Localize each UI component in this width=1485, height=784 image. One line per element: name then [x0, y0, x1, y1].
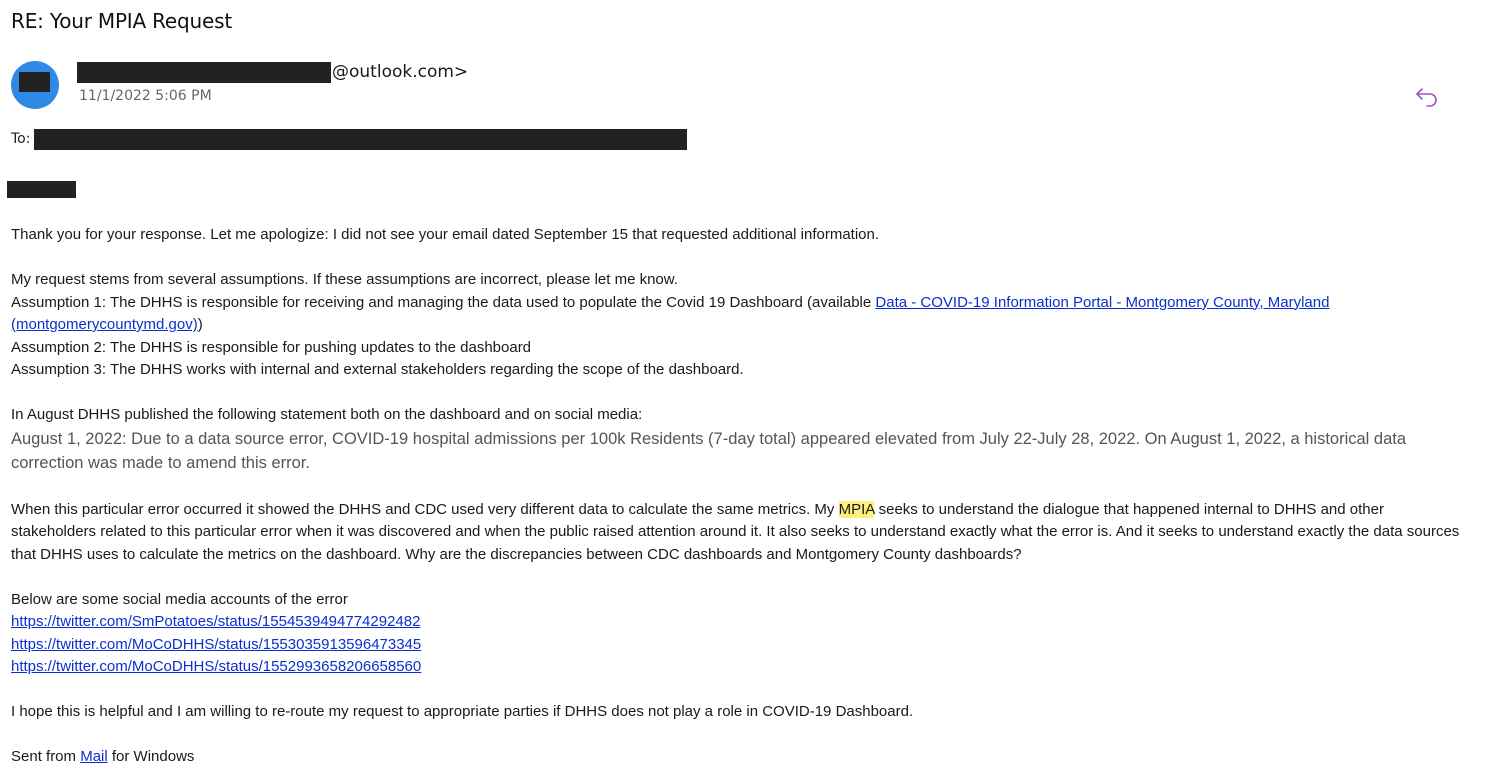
- email-subject: RE: Your MPIA Request: [11, 9, 232, 33]
- twitter-link-2[interactable]: https://twitter.com/MoCoDHHS/status/1553035913596473345: [11, 635, 422, 653]
- paragraph-mpia: [11, 499, 1461, 567]
- redacted-greeting: [7, 181, 76, 198]
- assumption-1-text: Assumption 1: The DHHS is responsible for receiving and managing the data used to populate the Covid 19 Dashboard (available: [11, 293, 876, 311]
- paragraph-statement-intro: In August DHHS published the following statement both on the dashboard and on social media:: [11, 406, 643, 423]
- sent-from-post: for Windows: [107, 748, 195, 765]
- email-date: 11/1/2022 5:06 PM: [79, 88, 212, 104]
- paragraph-thanks: Thank you for your response. Let me apologize: I did not see your email dated September 15 that requested additional information.: [11, 226, 880, 243]
- assumption-1: [11, 292, 1461, 337]
- redacted-recipients: [34, 129, 687, 150]
- assumption-2: Assumption 2: The DHHS is responsible for pushing updates to the dashboard: [11, 338, 532, 356]
- sent-from-pre: Sent from: [11, 748, 81, 765]
- email-body: [11, 224, 1461, 769]
- paragraph-closing: I hope this is helpful and I am willing to re-route my request to appropriate parties if DHHS does not play a role in COVID-19 Dashboard.: [11, 703, 914, 720]
- paragraph-assumptions-intro: My request stems from several assumptions. If these assumptions are incorrect, please let me know.: [11, 271, 678, 288]
- reply-arrow-icon[interactable]: [1414, 86, 1440, 108]
- redacted-sender-name: [77, 62, 331, 83]
- twitter-link-1[interactable]: https://twitter.com/SmPotatoes/status/1554539494774292482: [11, 613, 421, 630]
- sender-avatar[interactable]: [11, 61, 59, 109]
- redacted-initials: [19, 72, 50, 92]
- to-row: [11, 128, 687, 150]
- paragraph-mpia-post: seeks to understand the dialogue that happened internal to DHHS and other stakeholders related to this particular error when it was discovered and when the public raised attention around it. It also seeks to understand exactly what the error is. And it seeks to understand exactly the data sources that DHHS uses to calculate the metrics on the dashboard. Why are the discrepancies between CDC dashboards and Montgomery County dashboards?: [11, 500, 1460, 563]
- mail-app-link[interactable]: Mail: [80, 748, 108, 765]
- assumption-1-close: ): [197, 316, 203, 333]
- dashboard-link[interactable]: Data - COVID-19 Information Portal - Montgomery County, Maryland (montgomerycountymd.gov): [11, 293, 1330, 333]
- sender-address: @outlook.com>: [332, 62, 469, 82]
- highlighted-term: MPIA: [838, 500, 875, 518]
- paragraph-mpia-pre: When this particular error occurred it showed the DHHS and CDC used very different data to calculate the same metrics. My: [11, 500, 839, 518]
- twitter-link-3[interactable]: https://twitter.com/MoCoDHHS/status/1552993658206658560: [11, 658, 422, 675]
- sender-line: [77, 61, 468, 83]
- sent-from-line: [11, 746, 1461, 769]
- quoted-statement: August 1, 2022: Due to a data source error, COVID-19 hospital admissions per 100k Residents (7-day total) appeared elevated from July 22-July 28, 2022. On August 1, 2022, a historical data correction was made to amend this error.: [11, 429, 1407, 472]
- paragraph-social-intro: Below are some social media accounts of the error: [11, 590, 348, 608]
- to-label: To:: [11, 131, 31, 147]
- assumption-3: Assumption 3: The DHHS works with internal and external stakeholders regarding the scope of the dashboard.: [11, 361, 744, 378]
